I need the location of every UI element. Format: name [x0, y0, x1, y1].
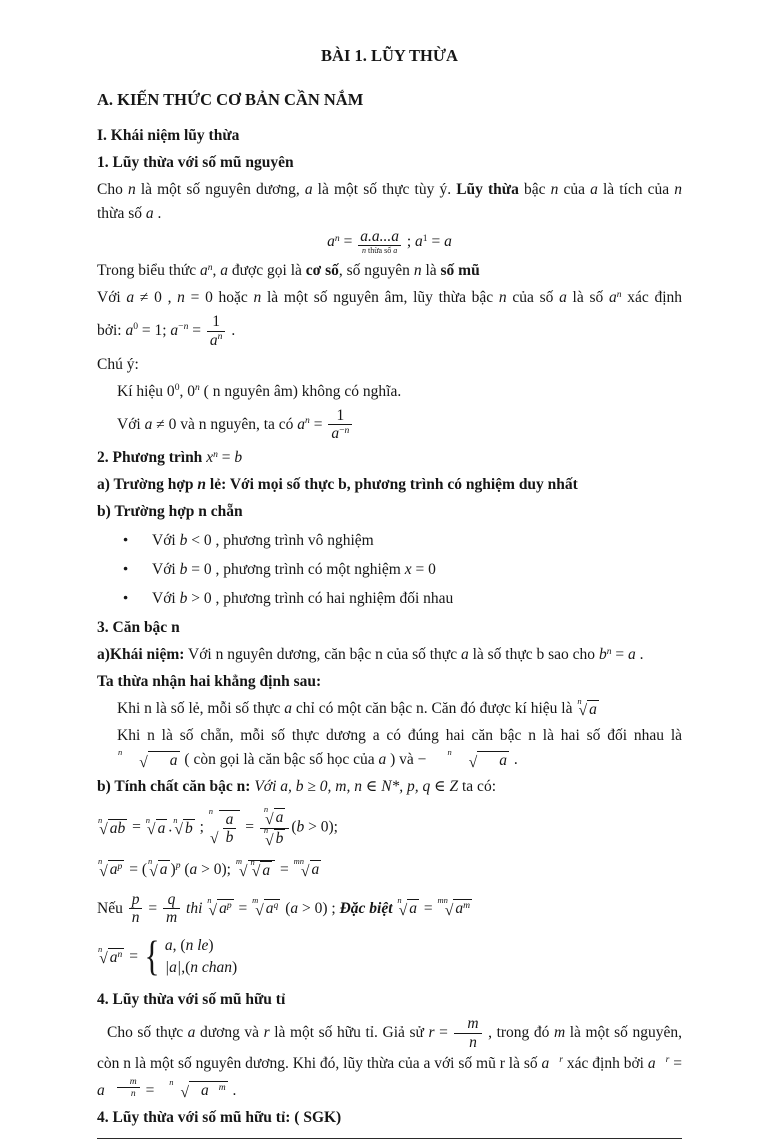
- superscript: 0: [174, 382, 180, 394]
- superscript: n: [117, 948, 123, 960]
- para-hai-khang-dinh: Ta thừa nhận hai khẳng định sau:: [97, 673, 322, 691]
- bullet-b-duong: ● Với b > 0 , phương trình có hai nghiệm đối nhau: [97, 587, 682, 611]
- formula-a0-am: bởi: a0 = 1; a−n = $\frac{1}{an}$ .: [97, 312, 236, 349]
- radical: n √ ap: [207, 895, 232, 919]
- superscript: r: [665, 1054, 670, 1066]
- bullet-b-am: ● Với b < 0 , phương trình vô nghiệm: [97, 529, 682, 553]
- doc-title: BÀI 1. LŨY THỪA: [321, 46, 458, 65]
- superscript: n: [217, 331, 223, 343]
- para-khai-niem-can: a)Khái niệm: Với n nguyên dương, căn bậc n của số thực a là số thực b sao cho bn = a .: [97, 645, 644, 664]
- para-dieu-kien: Với a ≠ 0 , n = 0 hoặc n là một số nguyên âm, lũy thừa bậc n của số a là số an xác định: [97, 288, 682, 306]
- radical: n √ a: [447, 746, 507, 771]
- formula-neu-pq: Nếu $\frac{p}{n}$ = $\frac{q}{m}$ thi n √ ap = m √ aq (a > 0) ; Đặc biệt n √ a = mn √ am: [97, 890, 471, 927]
- heading-khai-niem: I. Khái niệm lũy thừa: [97, 127, 240, 145]
- radical: mn √ am: [437, 895, 471, 919]
- para-ki-hieu: Kí hiệu 00, 0n ( n nguyên âm) không có nghĩa.: [117, 382, 402, 400]
- document-body: [97, 43, 682, 1139]
- section-a-heading: A. KIẾN THỨC CƠ BẢN CẦN NẮM: [97, 89, 364, 109]
- radical: n √ a: [250, 856, 271, 881]
- para-huu-ti: Cho số thực a dương và r là một số hữu tỉ. Giả sử r = $\frac{m}{n}$ , trong đó m là một số nguyên, còn n là một số nguyên dương. Khi đó, lũy thừa của a với số mũ r là số a r xác định bởi a r = a $\frac{m}{n}$ = n √ a m .: [97, 1015, 682, 1101]
- formula-an-nguyen: Với a ≠ 0 và n nguyên, ta có an = $\frac{1}{a-n}$: [97, 407, 682, 444]
- heading-tinh-chat: b) Tính chất căn bậc n: Với a, b ≥ 0, m, n ∈ N*, p, q ∈ Z ta có:: [97, 778, 496, 796]
- para-chu-y: Chú ý:: [97, 355, 139, 373]
- radical: n √ a: [577, 695, 597, 720]
- radical: n √ a m: [169, 1077, 226, 1101]
- fraction: $\frac{m}{n}$: [454, 1015, 481, 1052]
- superscript: [105, 1076, 142, 1099]
- radical: n √ a: [145, 814, 166, 839]
- radical: mn √ a: [293, 856, 320, 880]
- radical: n √ ap: [98, 856, 123, 880]
- superscript: n: [305, 415, 310, 427]
- superscript: q: [273, 899, 279, 911]
- radical: n √ b: [263, 824, 284, 849]
- fraction: $\frac{m}{n}$: [117, 1076, 140, 1099]
- case-n-chan: b) Trường hợp n chẵn: [97, 503, 243, 521]
- superscript: m: [463, 899, 471, 911]
- formula-can-tich-thuong: n √ ab = n √ a . n √ b ; n √ $\frac{a}{b}$ = n √ a n √ b (b > 0);: [98, 804, 338, 849]
- case-n-le: a) Trường hợp n lẻ: Với mọi số thực b, phương trình có nghiệm duy nhất: [97, 476, 578, 494]
- fraction: $\frac{q}{m}$: [163, 891, 180, 928]
- superscript: n: [207, 261, 213, 273]
- radical: m √ n √ a: [236, 860, 275, 881]
- formula-can-an: n √ an = { a, (n le) |a|,(n chan): [98, 933, 238, 980]
- fraction: $\frac{1}{a-n}$: [328, 407, 352, 444]
- fraction: $\frac{p}{n}$: [129, 891, 143, 928]
- superscript: n: [616, 288, 622, 300]
- heading-huu-ti-sgk: 4. Lũy thừa với số mũ hữu tỉ: ( SGK): [97, 1108, 342, 1126]
- para-n-chan: Khi n là số chẵn, mỗi số thực dương a có đúng hai căn bậc n là hai số đối nhau là n √ a ( còn gọi là căn bậc số học của a ) và − n √ a .: [97, 724, 682, 772]
- heading-phuong-trinh: 2. Phương trình xn = b: [97, 448, 243, 467]
- radical: m √ aq: [252, 895, 279, 919]
- superscript: n: [334, 232, 340, 244]
- superscript: r: [559, 1054, 563, 1066]
- para-co-so-so-mu: Trong biểu thức an, a được gọi là cơ số, số nguyên n là số mũ: [97, 261, 480, 279]
- heading-can-bac-n: 3. Căn bậc n: [97, 619, 180, 637]
- formula-can-luy-thua: n √ ap = ( n √ a )p (a > 0); m √ n √ a = mn √ a: [98, 855, 320, 881]
- radical: n √ ab: [98, 814, 126, 839]
- superscript: 0: [133, 321, 138, 333]
- superscript: n: [213, 448, 218, 460]
- superscript: n: [194, 382, 200, 394]
- para-dinh-nghia: Cho n là một số nguyên dương, a là một số thực tùy ý. Lũy thừa bậc n của a là tích của n thừa số a .: [97, 181, 682, 223]
- bullet-b-khong: ● Với b = 0 , phương trình có một nghiệm x = 0: [97, 558, 682, 582]
- left-brace: {: [144, 933, 160, 980]
- formula-power-definition: an = a.a...a n thừa số a ; a1 = a: [327, 228, 452, 256]
- radical: n √ a: [147, 856, 168, 880]
- radical: n √ an: [98, 943, 123, 968]
- fraction: $\frac{a}{b}$: [223, 811, 237, 848]
- radical: n √ a: [118, 746, 178, 771]
- fraction: [260, 804, 290, 849]
- superscript: −n: [178, 321, 189, 333]
- underbrace: a.a...a n thừa số a: [360, 228, 399, 256]
- fraction: $\frac{1}{an}$: [207, 313, 226, 350]
- superscript: n: [606, 645, 612, 657]
- radical: n √ $\frac{a}{b}$: [209, 810, 241, 848]
- para-n-le: Khi n là số lẻ, mỗi số thực a chỉ có một căn bậc n. Căn đó được kí hiệu là n √ a: [117, 695, 597, 720]
- superscript: −n: [339, 425, 350, 437]
- radical: n √ a: [263, 804, 284, 828]
- superscript: p: [175, 860, 181, 872]
- heading-huu-ti: 4. Lũy thừa với số mũ hữu tỉ: [97, 991, 286, 1009]
- superscript: p: [226, 899, 232, 911]
- superscript: p: [117, 860, 123, 872]
- cases: { a, (n le) |a|,(n chan): [144, 933, 238, 980]
- superscript: 1: [422, 232, 428, 244]
- heading-luy-thua-nguyen: 1. Lũy thừa với số mũ nguyên: [97, 154, 294, 172]
- radical: n √ a: [397, 895, 417, 919]
- radical: n √ b: [173, 814, 193, 839]
- superscript: m: [218, 1082, 226, 1094]
